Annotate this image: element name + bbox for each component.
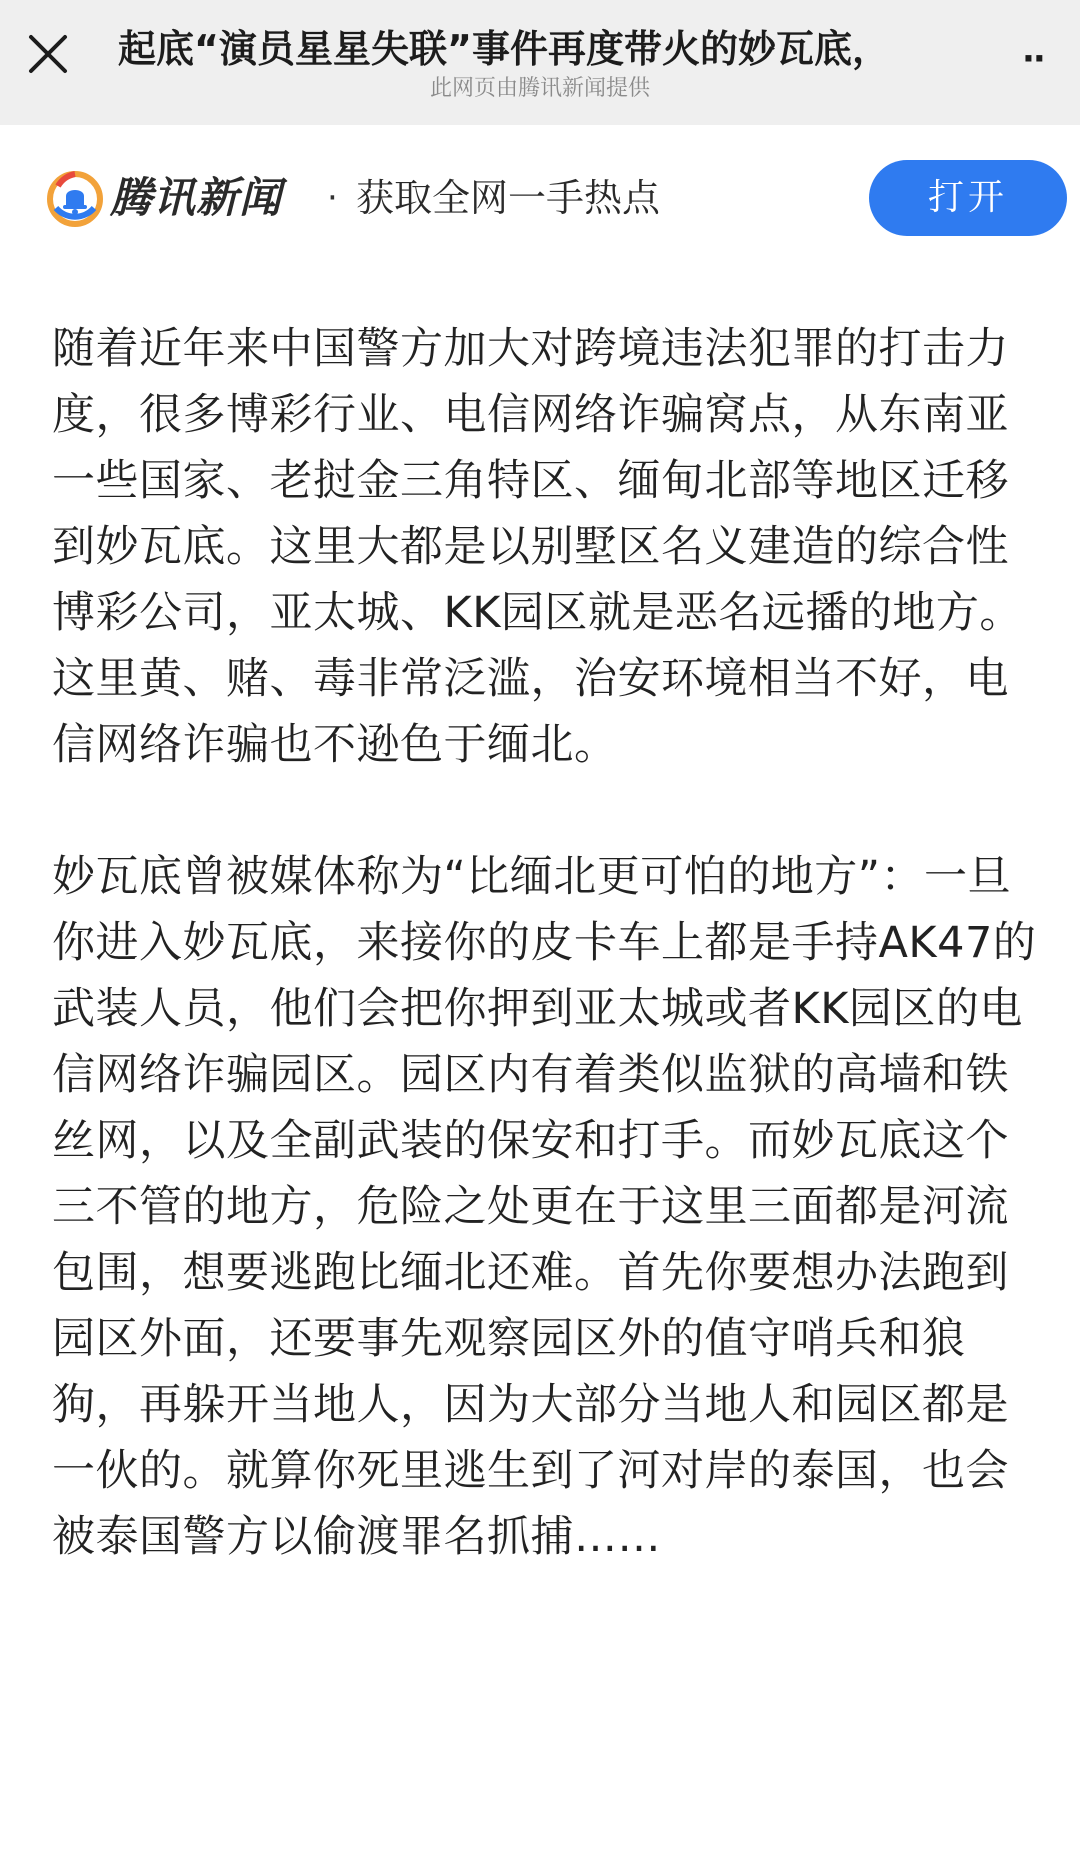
article-body <box>52 316 1050 1570</box>
separator-dot: · <box>327 178 338 218</box>
banner-slogan: 获取全网一手热点 <box>356 176 661 220</box>
open-app-button[interactable]: 打开 <box>869 160 1067 236</box>
page-title: 起底“演员星星失联”事件再度带火的妙瓦底， <box>118 27 890 71</box>
brand-logo-text: 腾讯新闻 <box>110 173 283 222</box>
close-button[interactable] <box>22 28 74 80</box>
top-bar <box>0 0 1080 125</box>
page-title-container <box>118 22 980 76</box>
close-icon <box>22 28 74 80</box>
more-options-button[interactable]: ·· <box>1022 39 1044 79</box>
page-source-note: 此网页由腾讯新闻提供 <box>429 76 650 101</box>
title-fade <box>910 22 980 76</box>
article-paragraph: 随着近年来中国警方加大对跨境违法犯罪的打击力度，很多博彩行业、电信网络诈骗窝点，从东南亚一些国家、老挝金三角特区、缅甸北部等地区迁移到妙瓦底。这里大都是以别墅区名义建造的综合性博彩公司，亚太城、KK园区就是恶名远播的地方。这里黄、赌、毒非常泛滥，治安环境相当不好，电信网络诈骗也不逊色于缅北。 <box>52 324 1023 770</box>
article-paragraph: 妙瓦底曾被媒体称为“比缅北更可怕的地方”：一旦你进入妙瓦底，来接你的皮卡车上都是手持AK47的武装人员，他们会把你押到亚太城或者KK园区的电信网络诈骗园区。园区内有着类似监狱的高墙和铁丝网，以及全副武装的保安和打手。而妙瓦底这个三不管的地方，危险之处更在于这里三面都是河流包围，想要逃跑比缅北还难。首先你要想办法跑到园区外面，还要事先观察园区外的值守哨兵和狼狗，再躲开当地人，因为大部分当地人和园区都是一伙的。就算你死里逃生到了河对岸的泰国，也会被泰国警方以偷渡罪名抓捕…… <box>52 852 1037 1562</box>
app-promo-banner <box>26 140 1074 258</box>
tencent-news-bell-icon <box>46 170 104 228</box>
